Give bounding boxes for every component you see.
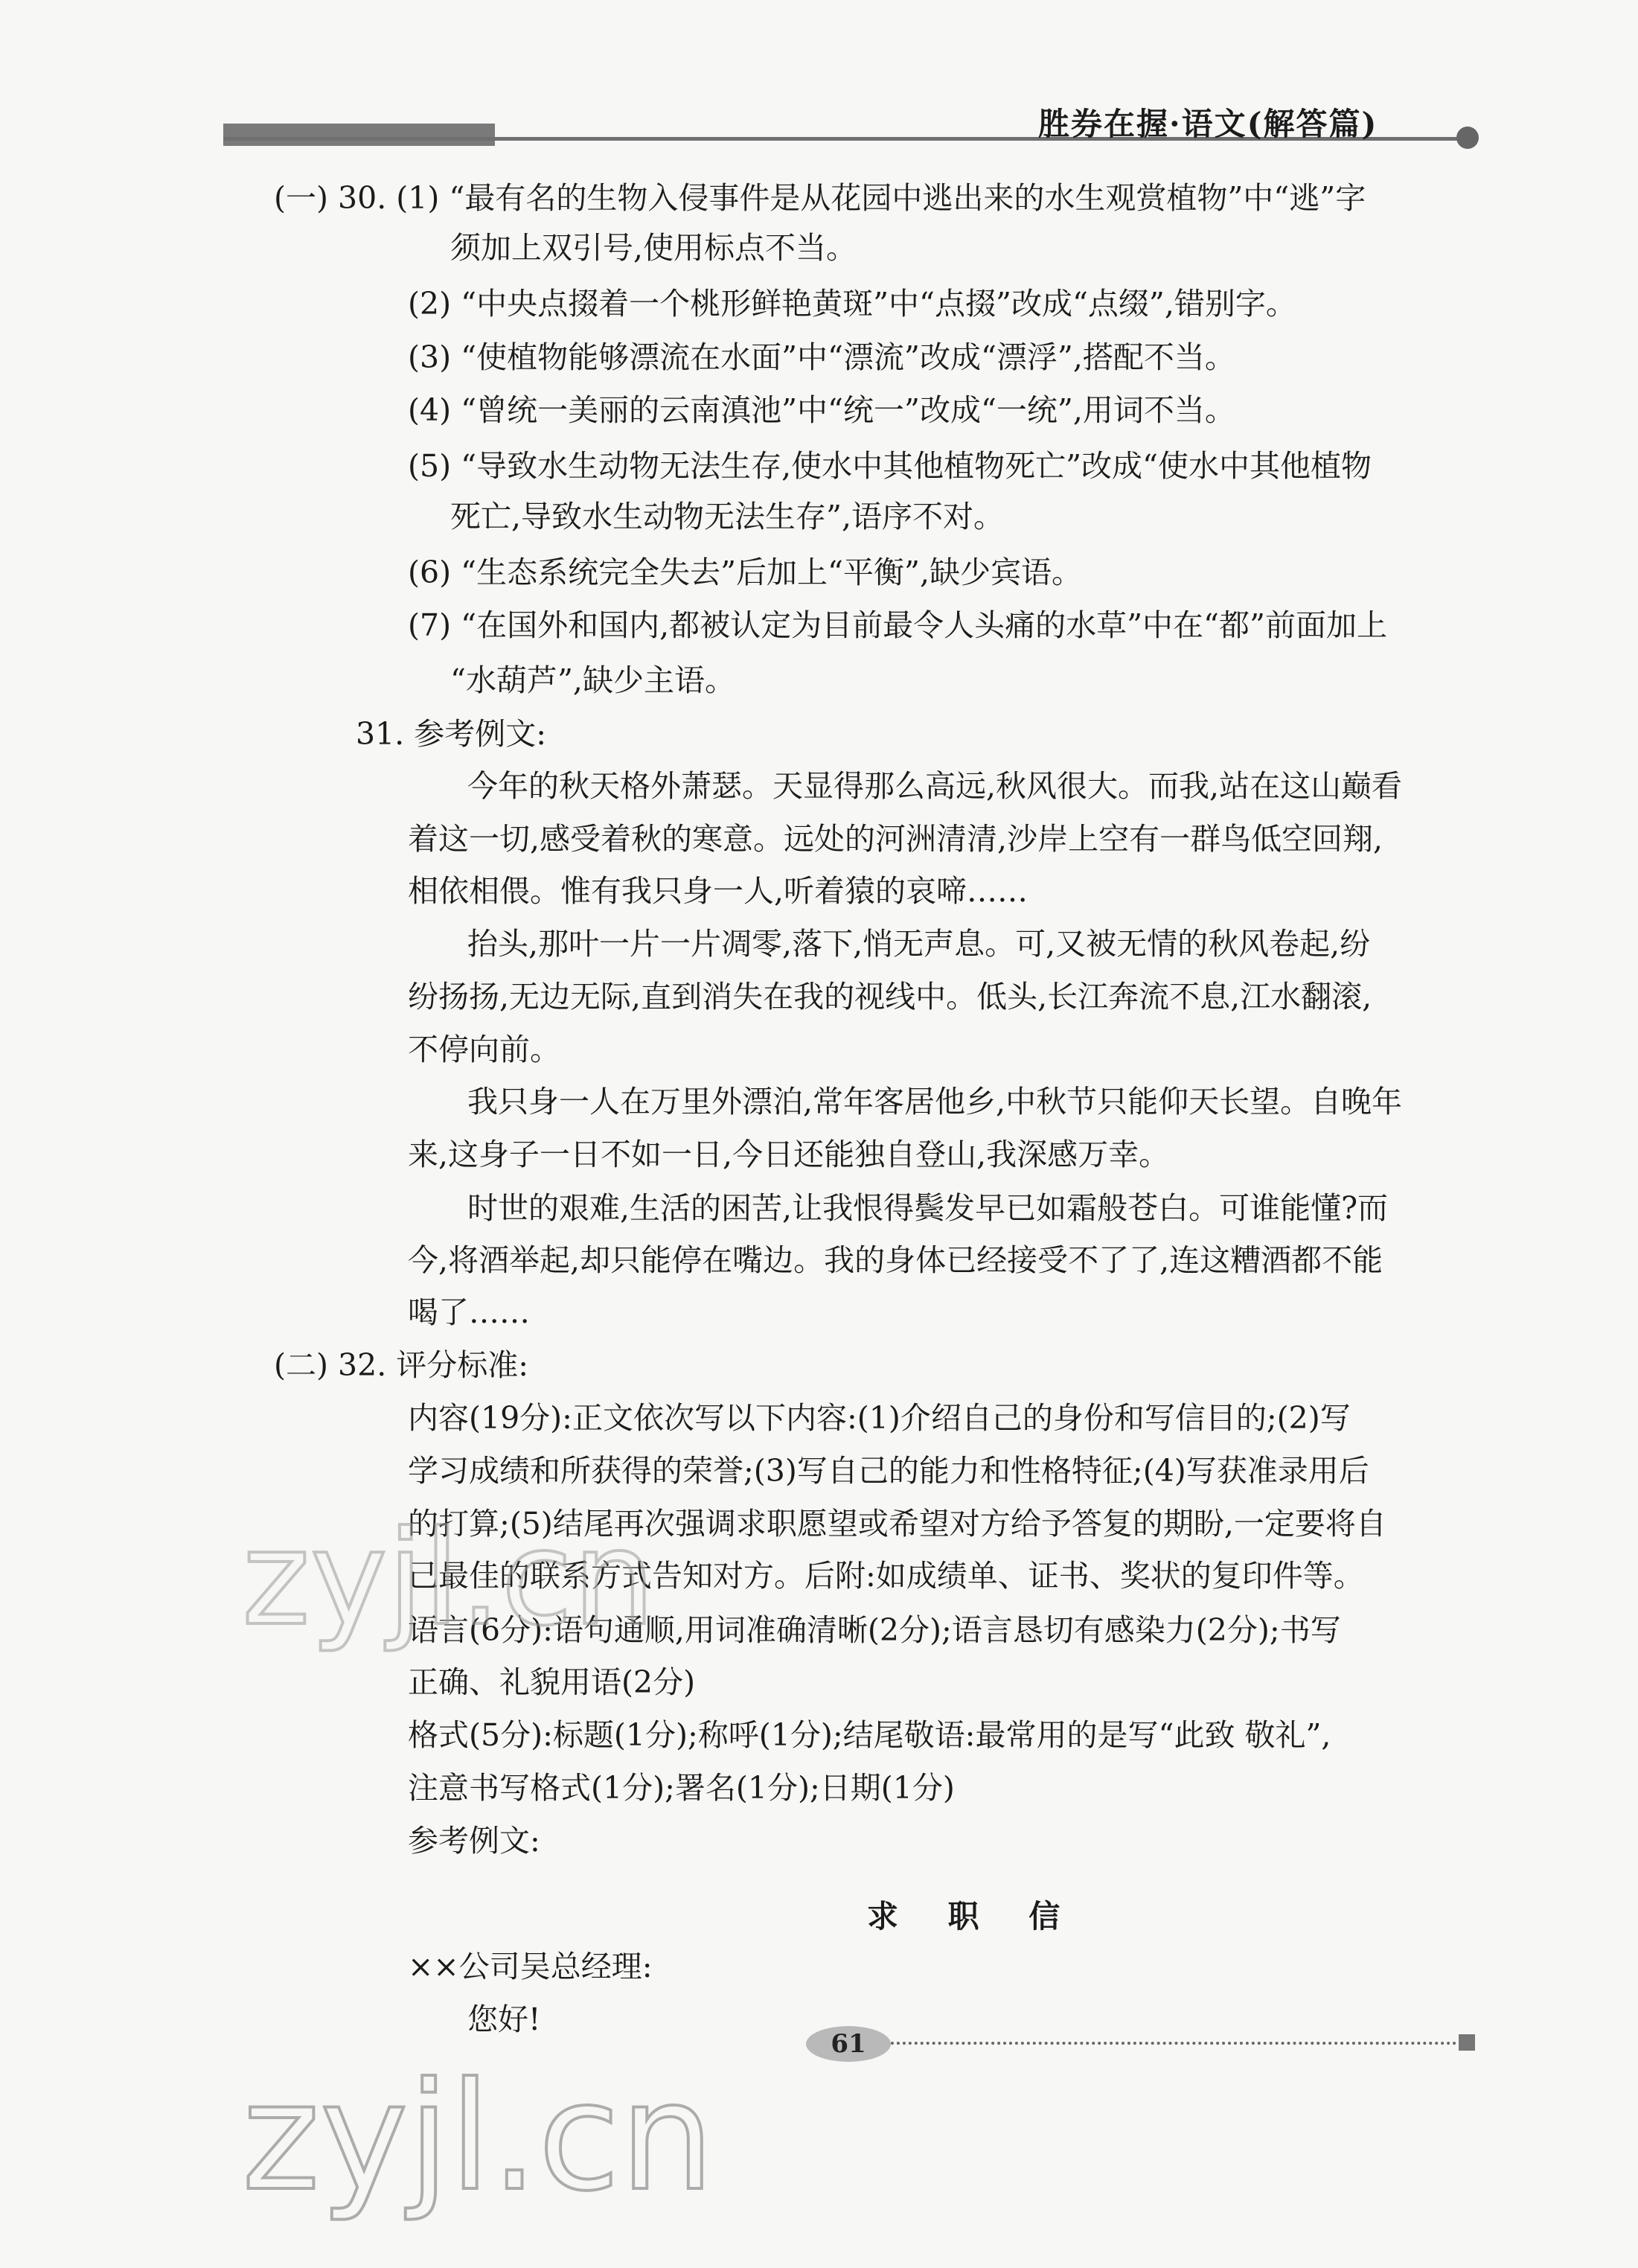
text-line: 相依相偎。惟有我只身一人,听着猿的哀啼…… [408,873,1028,909]
text-line: 不停向前。 [408,1032,560,1067]
text-line: 来,这身子一日不如一日,今日还能独自登山,我深感万幸。 [408,1137,1170,1172]
header-bar [223,124,495,146]
text-line: ××公司吴总经理: [408,1949,653,1984]
text-line: 内容(19分):正文依次写以下内容:(1)介绍自己的身份和写信目的;(2)写 [408,1400,1351,1436]
text-line: 我只身一人在万里外漂泊,常年客居他乡,中秋节只能仰天长望。自晚年 [467,1084,1403,1119]
text-line: 注意书写格式(1分);署名(1分);日期(1分) [408,1770,955,1806]
text-line: 今,将酒举起,却只能停在嘴边。我的身体已经接受不了了,连这糟酒都不能 [408,1242,1383,1278]
text-line: (3) “使植物能够漂流在水面”中“漂流”改成“漂浮”,搭配不当。 [408,339,1235,375]
text-line: 参考例文: [408,1823,540,1859]
text-line: 语言(6分):语句通顺,用词准确清晰(2分);语言恳切有感染力(2分);书写 [408,1612,1341,1648]
text-line: 学习成绩和所获得的荣誉;(3)写自己的能力和性格特征;(4)写获准录用后 [408,1453,1369,1489]
text-line: (7) “在国外和国内,都被认定为目前最令人头痛的水草”中在“都”前面加上 [408,607,1387,643]
text-line: 格式(5分):标题(1分);称呼(1分);结尾敬语:最常用的是写“此致 敬礼”, [408,1717,1331,1753]
text-line: 今年的秋天格外萧瑟。天显得那么高远,秋风很大。而我,站在这山巅看 [467,768,1403,804]
text-line: 喝了…… [408,1294,530,1330]
footer-square [1459,2034,1475,2051]
text-line: (4) “曾统一美丽的云南滇池”中“统一”改成“一统”,用词不当。 [408,392,1235,428]
letter-title: 求 职 信 [867,1898,1080,1935]
text-line: 正确、礼貌用语(2分) [408,1664,696,1700]
header-title: 胜券在握·语文(解答篇) [1038,106,1378,142]
text-line: 抬头,那叶一片一片凋零,落下,悄无声息。可,又被无情的秋风卷起,纷 [467,926,1371,962]
watermark: zyjl.cn [242,2051,714,2224]
text-line: 死亡,导致水生动物无法生存”,语序不对。 [450,499,1005,534]
page-number: 61 [831,2029,866,2059]
text-line: 纷扬扬,无边无际,直到消失在我的视线中。低头,长江奔流不息,江水翻滚, [408,979,1372,1015]
text-line: (二) 32. 评分标准: [274,1347,529,1383]
text-line: (2) “中央点掇着一个桃形鲜艳黄斑”中“点掇”改成“点缀”,错别字。 [408,286,1296,322]
text-line: (6) “生态系统完全失去”后加上“平衡”,缺少宾语。 [408,555,1082,590]
text-line: (5) “导致水生动物无法生存,使水中其他植物死亡”改成“使水中其他植物 [408,448,1372,484]
text-line: 的打算;(5)结尾再次强调求职愿望或希望对方给予答复的期盼,一定要将自 [408,1506,1386,1542]
text-line: 时世的艰难,生活的困苦,让我恨得鬓发早已如霜般苍白。可谁能懂?而 [467,1190,1389,1226]
header-dot [1456,127,1479,149]
text-line: 您好! [467,2002,541,2037]
text-line: (一) 30. (1) “最有名的生物入侵事件是从花园中逃出来的水生观赏植物”中“逃”字 [274,180,1366,216]
text-line: 31. 参考例文: [356,716,547,752]
watermark: zyjl.cn [242,1504,656,1655]
text-line: 己最佳的联系方式告知对方。后附:如成绩单、证书、奖状的复印件等。 [408,1558,1364,1594]
text-line: “水葫芦”,缺少主语。 [450,662,735,698]
text-line: 着这一切,感受着秋的寒意。远处的河洲清清,沙岸上空有一群鸟低空回翔, [408,821,1383,857]
footer-rule [891,2042,1456,2045]
text-line: 须加上双引号,使用标点不当。 [450,230,857,266]
